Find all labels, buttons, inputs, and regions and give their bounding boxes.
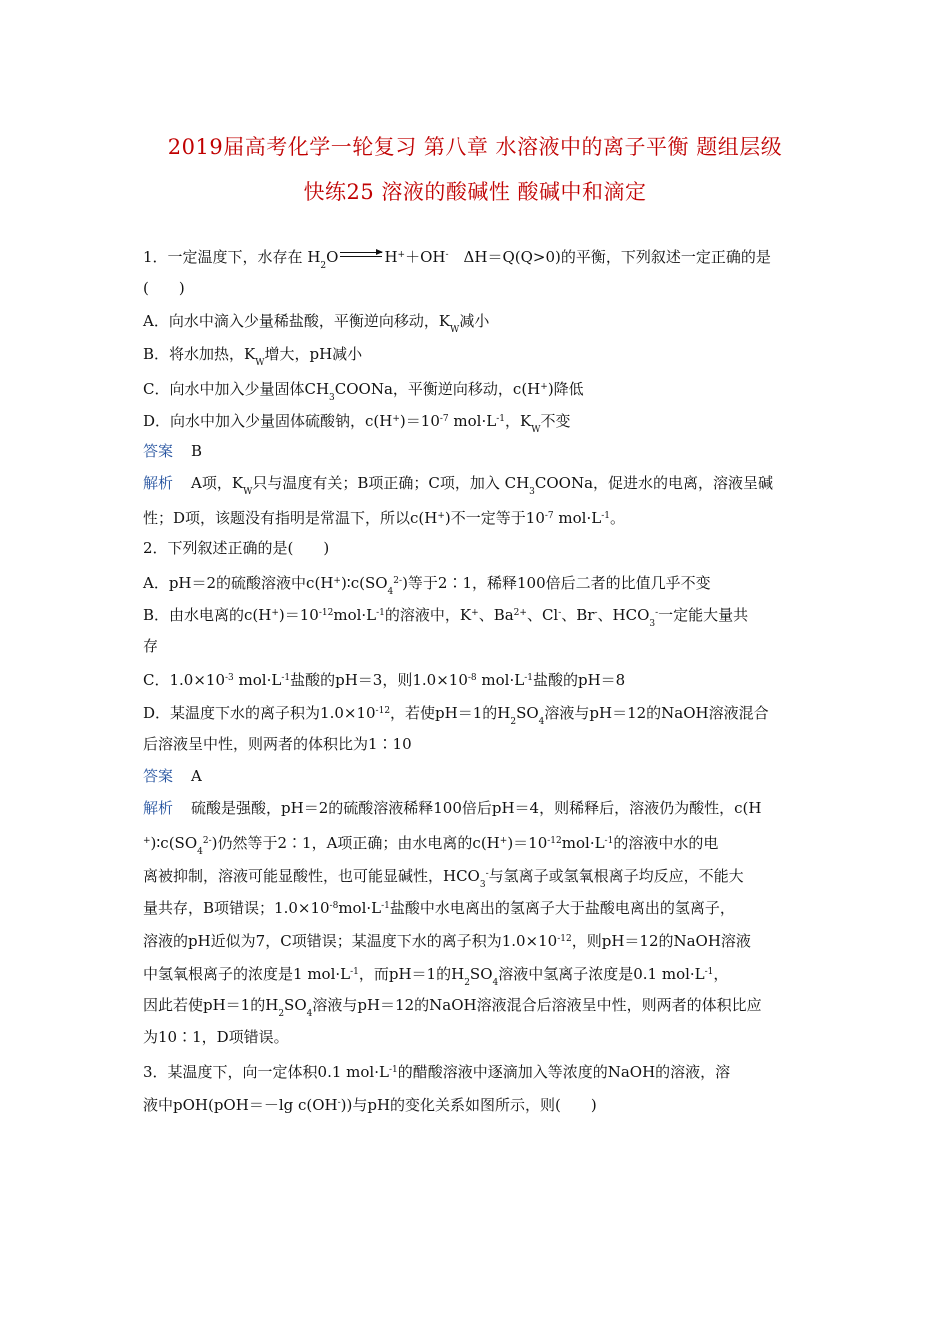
page-title-line-1: 2019届高考化学一轮复习 第八章 水溶液中的离子平衡 题组层级 <box>167 135 783 159</box>
q1-option-c: C．向水中加入少量固体$CH_3COONa$，平衡逆向移动，c(H+)降低 <box>143 380 584 403</box>
q3-stem-line-2: 液中pOH(pOH＝－lg c(OH-))与pH的变化关系如图所示，则( ) <box>143 1096 597 1114</box>
q1-answer-paren: ( ) <box>143 279 185 297</box>
q1-explanation-line-2: 性；D项，该题没有指明是常温下，所以c(H+)不一定等于$10^{-7}$ $mol\cdot L^{-1}$。 <box>143 509 626 527</box>
q2-option-b: B．由水电离的$c(H^+)=10^{-12}mol\cdot L^{-1}$的溶液中，K+、$Ba^{2+}$、Cl-、Br-、$HCO_3^-$一定能大量共 <box>143 606 749 629</box>
q2-explanation-line-1: 解析 硫酸是强酸，pH＝2的硫酸溶液稀释100倍后pH＝4，则稀释后，溶液仍为酸性，c(H <box>143 799 762 817</box>
q1-option-a: A．向水中滴入少量稀盐酸，平衡逆向移动，$K_W$减小 <box>143 312 490 335</box>
explanation-label: 解析 <box>143 474 174 492</box>
q2-explanation-line-7: 因此若使pH＝1的$H_2SO_4$溶液与pH＝12的NaOH溶液混合后溶液呈中性，则两者的体积比应 <box>143 996 762 1019</box>
q2-explanation-line-4: 量共存，B项错误；$1.0\times 10^{-8}mol\cdot L^{-1}$盐酸中水电离出的氢离子大于盐酸电离出的氢离子， <box>143 899 735 917</box>
q1-stem: 1．一定温度下，水存在 $H_2O$ H+＋OH- ΔH＝Q(Q>0)的平衡，下列叙述一定正确的是 <box>143 248 771 271</box>
answer-label: 答案 <box>143 442 174 460</box>
q2-explanation-line-3: 离被抑制，溶液可能显酸性，也可能显碱性，$HCO_3^-$与氢离子或氢氧根离子均反应，不能大 <box>143 867 744 890</box>
q2-explanation-line-8: 为10∶1，D项错误。 <box>143 1028 289 1046</box>
q1-option-b: B．将水加热，$K_W$增大，pH减小 <box>143 345 363 368</box>
q2-answer: 答案 A <box>143 767 202 785</box>
q3-stem-line-1: 3．某温度下，向一定体积0.1 $mol\cdot L^{-1}$的醋酸溶液中逐滴加入等浓度的NaOH的溶液，溶 <box>143 1063 731 1081</box>
q2-explanation-line-5: 溶液的pH近似为7，C项错误；某温度下水的离子积为$1.0\times 10^{-12}$，则pH＝12的NaOH溶液 <box>143 932 751 950</box>
q1-answer: 答案 B <box>143 442 203 460</box>
q2-explanation-line-6: 中氢氧根离子的浓度是1 $mol\cdot L^{-1}$，而pH＝1的$H_2SO_4$溶液中氢离子浓度是0.1 $mol\cdot L^{-1}$， <box>143 965 729 988</box>
q2-option-d: D．某温度下水的离子积为$1.0\times 10^{-12}$，若使pH＝1的$H_2SO_4$溶液与pH＝12的NaOH溶液混合 <box>143 704 769 727</box>
explanation-label: 解析 <box>143 799 174 817</box>
q2-option-c: C．$1.0\times 10^{-3}$ $mol\cdot L^{-1}$盐酸的pH＝3，则$1.0\times 10^{-8}$ $mol\cdot L^{-1}$盐酸的pH＝8 <box>143 671 626 689</box>
answer-label: 答案 <box>143 767 174 785</box>
page-title-line-2: 快练25 溶液的酸碱性 酸碱中和滴定 <box>303 180 647 204</box>
equilibrium-arrow-icon <box>340 250 382 260</box>
q2-option-b-cont: 存 <box>143 637 159 655</box>
q1-explanation-line-1: 解析 A项，$K_W$只与温度有关；B项正确；C项，加入 $CH_3COONa$，促进水的电离，溶液呈碱 <box>143 474 774 497</box>
q2-option-d-cont: 后溶液呈中性，则两者的体积比为1∶10 <box>143 735 412 753</box>
q2-explanation-line-2: $^+)∶c(SO_4^{2-})$仍然等于2∶1，A项正确；由水电离的$c(H^+)=10^{-12}mol\cdot L^{-1}$的溶液中水的电 <box>143 834 719 857</box>
q2-option-a: A．pH＝2的硫酸溶液中$c(H^+)∶c(SO_4^{2-})$等于2∶1，稀释100倍后二者的比值几乎不变 <box>143 574 711 597</box>
q2-stem: 2．下列叙述正确的是( ) <box>143 539 330 557</box>
q1-option-d: D．向水中加入少量固体硫酸钠，$c(H^+)=10^{-7}$ $mol\cdot L^{-1}$，$K_W$不变 <box>143 412 571 435</box>
